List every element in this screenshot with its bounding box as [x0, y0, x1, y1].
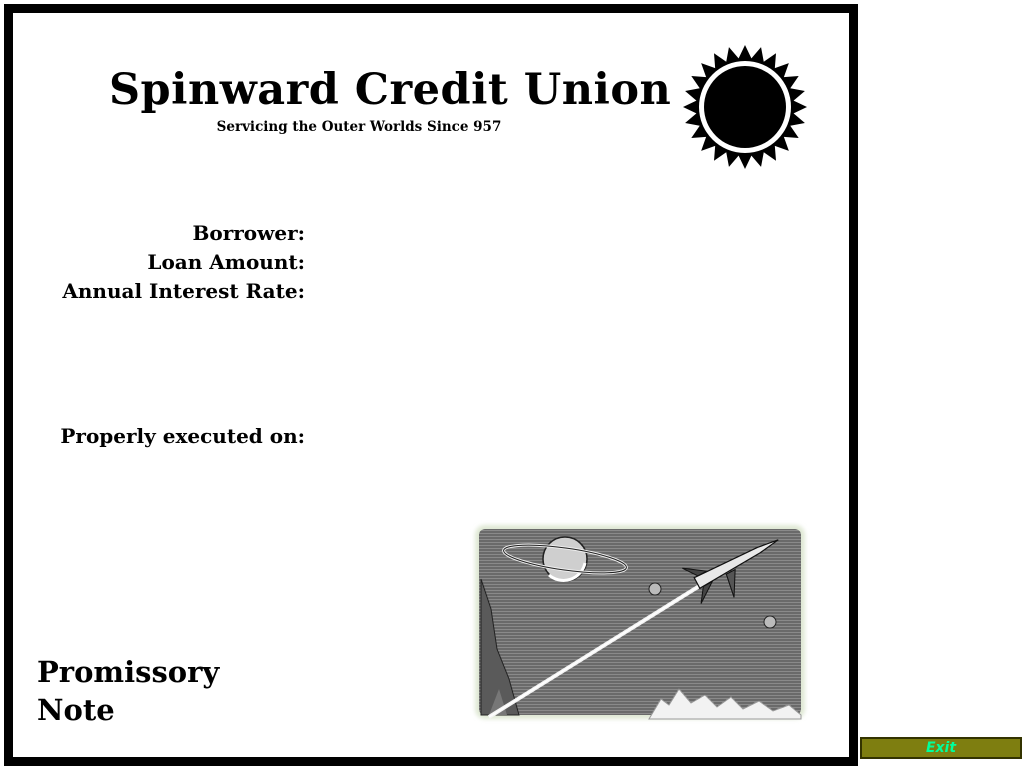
bank-title: Spinward Credit Union	[109, 65, 672, 115]
executed-on-label: Properly executed on:	[60, 424, 305, 448]
loan-amount-label: Loan Amount:	[147, 250, 305, 274]
document-type	[37, 653, 219, 729]
borrower-label: Borrower:	[192, 221, 305, 245]
document-type-line2: Note	[37, 693, 115, 727]
rocket-over-planet-illustration	[469, 519, 811, 725]
interest-rate-label: Annual Interest Rate:	[62, 279, 305, 303]
bank-subtitle: Servicing the Outer Worlds Since 957	[216, 119, 502, 135]
sun-icon	[681, 43, 809, 171]
exit-button[interactable]: Exit	[860, 737, 1022, 759]
document-type-line1: Promissory	[37, 655, 220, 689]
promissory-note-frame	[4, 4, 858, 766]
